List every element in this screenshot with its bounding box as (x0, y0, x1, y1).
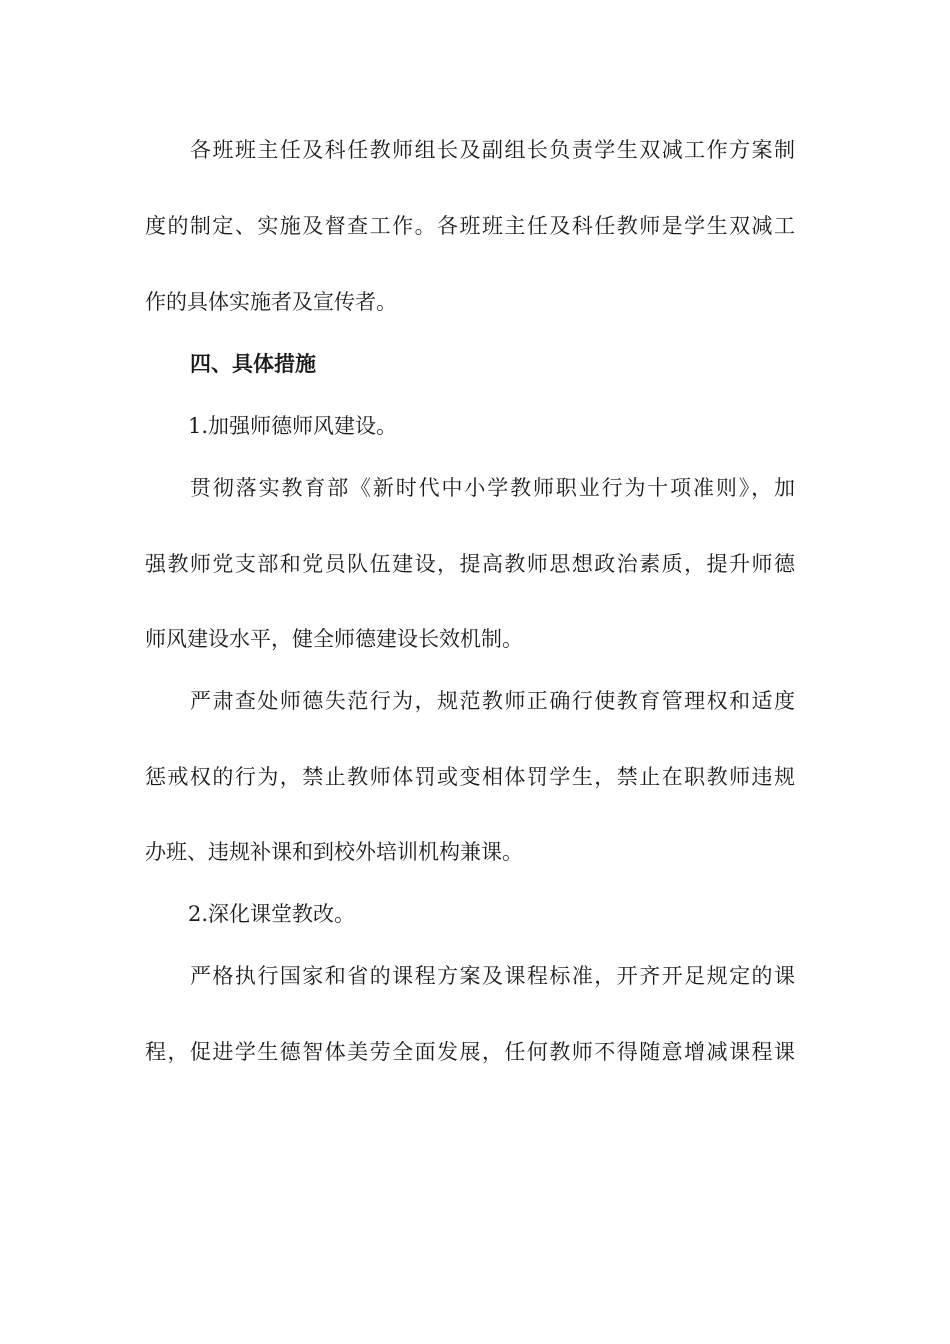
paragraph-line: 作的具体实施者及宣传者。 (145, 290, 397, 314)
paragraph-line: 严肃查处师德失范行为，规范教师正确行使教育管理权和适度 (190, 689, 795, 713)
subsection-heading: 1.加强师德师风建设。 (188, 414, 398, 438)
paragraph-line: 严格执行国家和省的课程方案及课程标准，开齐开足规定的课 (190, 964, 795, 988)
subsection-heading: 2.深化课堂教改。 (188, 902, 356, 926)
paragraph-line: 办班、违规补课和到校外培训机构兼课。 (145, 840, 523, 864)
paragraph-line: 度的制定、实施及督查工作。各班班主任及科任教师是学生双减工 (145, 214, 795, 238)
paragraph-line: 强教师党支部和党员队伍建设，提高教师思想政治素质，提升师德 (145, 552, 795, 576)
paragraph-line: 贯彻落实教育部《新时代中小学教师职业行为十项准则》，加 (190, 476, 795, 500)
paragraph-line: 各班班主任及科任教师组长及副组长负责学生双减工作方案制 (190, 138, 795, 162)
paragraph-line: 程，促进学生德智体美劳全面发展，任何教师不得随意增减课程课 (145, 1040, 795, 1064)
paragraph-line: 惩戒权的行为，禁止教师体罚或变相体罚学生，禁止在职教师违规 (145, 765, 795, 789)
paragraph-line: 师风建设水平，健全师德建设长效机制。 (145, 627, 523, 651)
section-heading: 四、具体措施 (190, 352, 316, 376)
